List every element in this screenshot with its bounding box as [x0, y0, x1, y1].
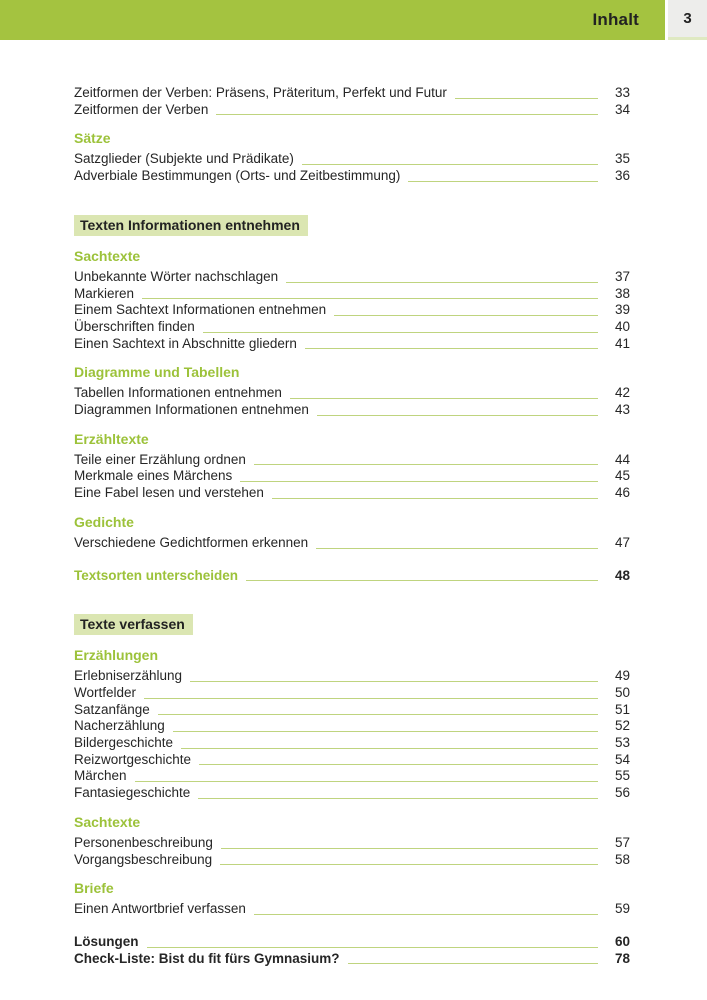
toc-entry	[74, 468, 630, 485]
toc-entry-page-number: 59	[614, 901, 630, 917]
page-header	[0, 0, 707, 43]
toc-entry	[74, 735, 630, 752]
toc-entry-page-number: 52	[614, 718, 630, 734]
toc-entry-label: Satzglieder (Subjekte und Prädikate)	[74, 151, 294, 167]
toc-entry	[74, 168, 630, 185]
leader-line	[340, 951, 604, 968]
toc-entry-page-number: 78	[614, 950, 630, 966]
toc-entry	[74, 951, 630, 968]
toc-entry-label: Personenbeschreibung	[74, 834, 213, 850]
toc-entry	[74, 685, 630, 702]
toc-entry	[74, 835, 630, 852]
leader-line	[264, 485, 604, 502]
leader-line	[127, 768, 604, 785]
leader-line	[326, 302, 604, 319]
leader-line	[134, 286, 604, 303]
toc-entry-page-number: 45	[614, 468, 630, 484]
toc-entry-label: Märchen	[74, 768, 127, 784]
toc-entry	[74, 269, 630, 286]
toc-section-heading: Diagramme und Tabellen	[74, 364, 240, 381]
toc-chapter-badge: Texten Informationen entnehmen	[74, 215, 308, 236]
toc-entry	[74, 785, 630, 802]
leader-line	[212, 852, 604, 869]
toc-entry	[74, 336, 630, 353]
toc-entry-group	[74, 535, 630, 552]
toc-chapter-badge-wrap	[74, 215, 630, 236]
toc-entry-label: Verschiedene Gedichtformen erkennen	[74, 534, 309, 550]
toc-entry-label: Tabellen Informationen entnehmen	[74, 385, 282, 401]
toc-entry-page-number: 44	[614, 451, 630, 467]
toc-entry	[74, 485, 630, 502]
leader-line	[447, 85, 604, 102]
leader-line	[150, 702, 604, 719]
toc-entry	[74, 702, 630, 719]
toc-entry-page-number: 54	[614, 751, 630, 767]
toc-entry-label: Satzanfänge	[74, 701, 150, 717]
toc-entry-page-number: 35	[614, 151, 630, 167]
toc-entry	[74, 718, 630, 735]
toc-section-heading: Sachtexte	[74, 247, 141, 264]
toc-section-heading: Erzählungen	[74, 647, 159, 664]
toc-entry-label: Erlebniserzählung	[74, 668, 183, 684]
page-number: 3	[683, 10, 692, 27]
toc-entry-label: Textsorten unterscheiden	[74, 567, 239, 583]
leader-line	[213, 835, 604, 852]
toc-entry-group	[74, 835, 630, 868]
toc-entry-page-number: 57	[614, 834, 630, 850]
toc-entry-label: Nacherzählung	[74, 718, 165, 734]
leader-line	[246, 901, 604, 918]
leader-line	[282, 385, 604, 402]
leader-line	[190, 785, 604, 802]
leader-line	[297, 336, 604, 353]
toc-entry-page-number: 42	[614, 385, 630, 401]
toc-entry-page-number: 56	[614, 785, 630, 801]
toc-section-heading: Sätze	[74, 130, 111, 147]
toc-entry-page-number: 51	[614, 701, 630, 717]
toc-entry-page-number: 46	[614, 485, 630, 501]
toc-entry-label: Zeitformen der Verben	[74, 101, 209, 117]
toc-entry-label: Fantasiegeschichte	[74, 785, 191, 801]
toc-entry-page-number: 47	[614, 534, 630, 550]
toc-entry-label: Überschriften finden	[74, 318, 195, 334]
leader-line	[308, 535, 604, 552]
toc-entry-label: Einen Antwortbrief verfassen	[74, 901, 246, 917]
toc-entry-label: Adverbiale Bestimmungen (Orts- und Zeitbestimmung)	[74, 168, 401, 184]
toc-entry	[74, 901, 630, 918]
leader-line	[278, 269, 604, 286]
page-number-tab	[668, 0, 707, 40]
toc-entry	[74, 286, 630, 303]
toc-entry	[74, 568, 630, 585]
leader-line	[173, 735, 604, 752]
toc-entry	[74, 102, 630, 119]
page-title: Inhalt	[592, 10, 639, 29]
leader-line	[191, 752, 604, 769]
toc-entry	[74, 402, 630, 419]
toc-entry-label: Reizwortgeschichte	[74, 751, 192, 767]
leader-line	[309, 402, 604, 419]
toc-entry-label: Diagrammen Informationen entnehmen	[74, 402, 309, 418]
toc-entry	[74, 302, 630, 319]
toc-entry-label: Unbekannte Wörter nachschlagen	[74, 268, 279, 284]
toc-entry-page-number: 38	[614, 285, 630, 301]
toc-entry	[74, 151, 630, 168]
toc-entry-page-number: 53	[614, 735, 630, 751]
leader-line	[208, 102, 604, 119]
leader-line	[246, 452, 604, 469]
toc-entry-label: Lösungen	[74, 933, 139, 949]
toc-entry-group	[74, 934, 630, 967]
leader-line	[238, 568, 604, 585]
toc-entry	[74, 385, 630, 402]
toc-entry-label: Merkmale eines Märchens	[74, 468, 233, 484]
toc-entry	[74, 452, 630, 469]
toc-entry-page-number: 34	[614, 101, 630, 117]
toc-entry-label: Markieren	[74, 285, 135, 301]
toc-entry-group	[74, 151, 630, 184]
toc-entry-label: Vorgangsbeschreibung	[74, 851, 213, 867]
toc-entry	[74, 934, 630, 951]
toc-chapter-badge-wrap	[74, 614, 630, 635]
toc-entry-group	[74, 385, 630, 418]
toc-entry-group	[74, 269, 630, 353]
toc-entry-label: Bildergeschichte	[74, 735, 174, 751]
toc-entry-page-number: 48	[614, 567, 630, 583]
leader-line	[139, 934, 605, 951]
toc-entry-page-number: 37	[614, 268, 630, 284]
toc-chapter-badge: Texte verfassen	[74, 614, 193, 635]
leader-line	[232, 468, 604, 485]
toc-entry	[74, 319, 630, 336]
toc-entry-page-number: 33	[614, 85, 630, 100]
leader-line	[182, 668, 604, 685]
toc-entry	[74, 85, 630, 102]
toc-entry-page-number: 60	[614, 933, 630, 949]
header-bar	[0, 0, 665, 40]
leader-line	[136, 685, 604, 702]
toc-entry-group	[74, 452, 630, 502]
toc-entry-page-number: 55	[614, 768, 630, 784]
toc-entry-page-number: 58	[614, 851, 630, 867]
toc-entry-label: Eine Fabel lesen und verstehen	[74, 485, 264, 501]
toc-entry-group	[74, 668, 630, 802]
toc-entry-group	[74, 568, 630, 585]
toc-entry	[74, 768, 630, 785]
toc-entry	[74, 752, 630, 769]
toc-section-heading: Erzähltexte	[74, 430, 149, 447]
toc-entry-label: Check-Liste: Bist du fit fürs Gymnasium?	[74, 950, 340, 966]
toc-section-heading: Gedichte	[74, 513, 134, 530]
toc-entry-page-number: 36	[614, 168, 630, 184]
toc-entry-page-number: 49	[614, 668, 630, 684]
leader-line	[294, 151, 604, 168]
toc-entry-label: Wortfelder	[74, 684, 137, 700]
toc-entry	[74, 535, 630, 552]
toc-section-heading: Sachtexte	[74, 813, 141, 830]
toc-entry-group	[74, 901, 630, 918]
leader-line	[165, 718, 604, 735]
toc-entry-group	[74, 85, 630, 118]
toc-section-heading: Briefe	[74, 880, 114, 897]
toc-entry	[74, 668, 630, 685]
toc-entry-page-number: 43	[614, 402, 630, 418]
toc-entry-page-number: 50	[614, 684, 630, 700]
toc-entry-page-number: 41	[614, 335, 630, 351]
toc	[0, 43, 707, 967]
toc-entry-label: Einen Sachtext in Abschnitte gliedern	[74, 335, 297, 351]
leader-line	[400, 168, 604, 185]
toc-entry	[74, 852, 630, 869]
toc-entry-label: Teile einer Erzählung ordnen	[74, 451, 246, 467]
leader-line	[195, 319, 604, 336]
toc-entry-label: Einem Sachtext Informationen entnehmen	[74, 302, 327, 318]
toc-entry-page-number: 40	[614, 318, 630, 334]
toc-entry-label: Zeitformen der Verben: Präsens, Präteritum, Perfekt und Futur	[74, 85, 447, 100]
toc-entry-page-number: 39	[614, 302, 630, 318]
